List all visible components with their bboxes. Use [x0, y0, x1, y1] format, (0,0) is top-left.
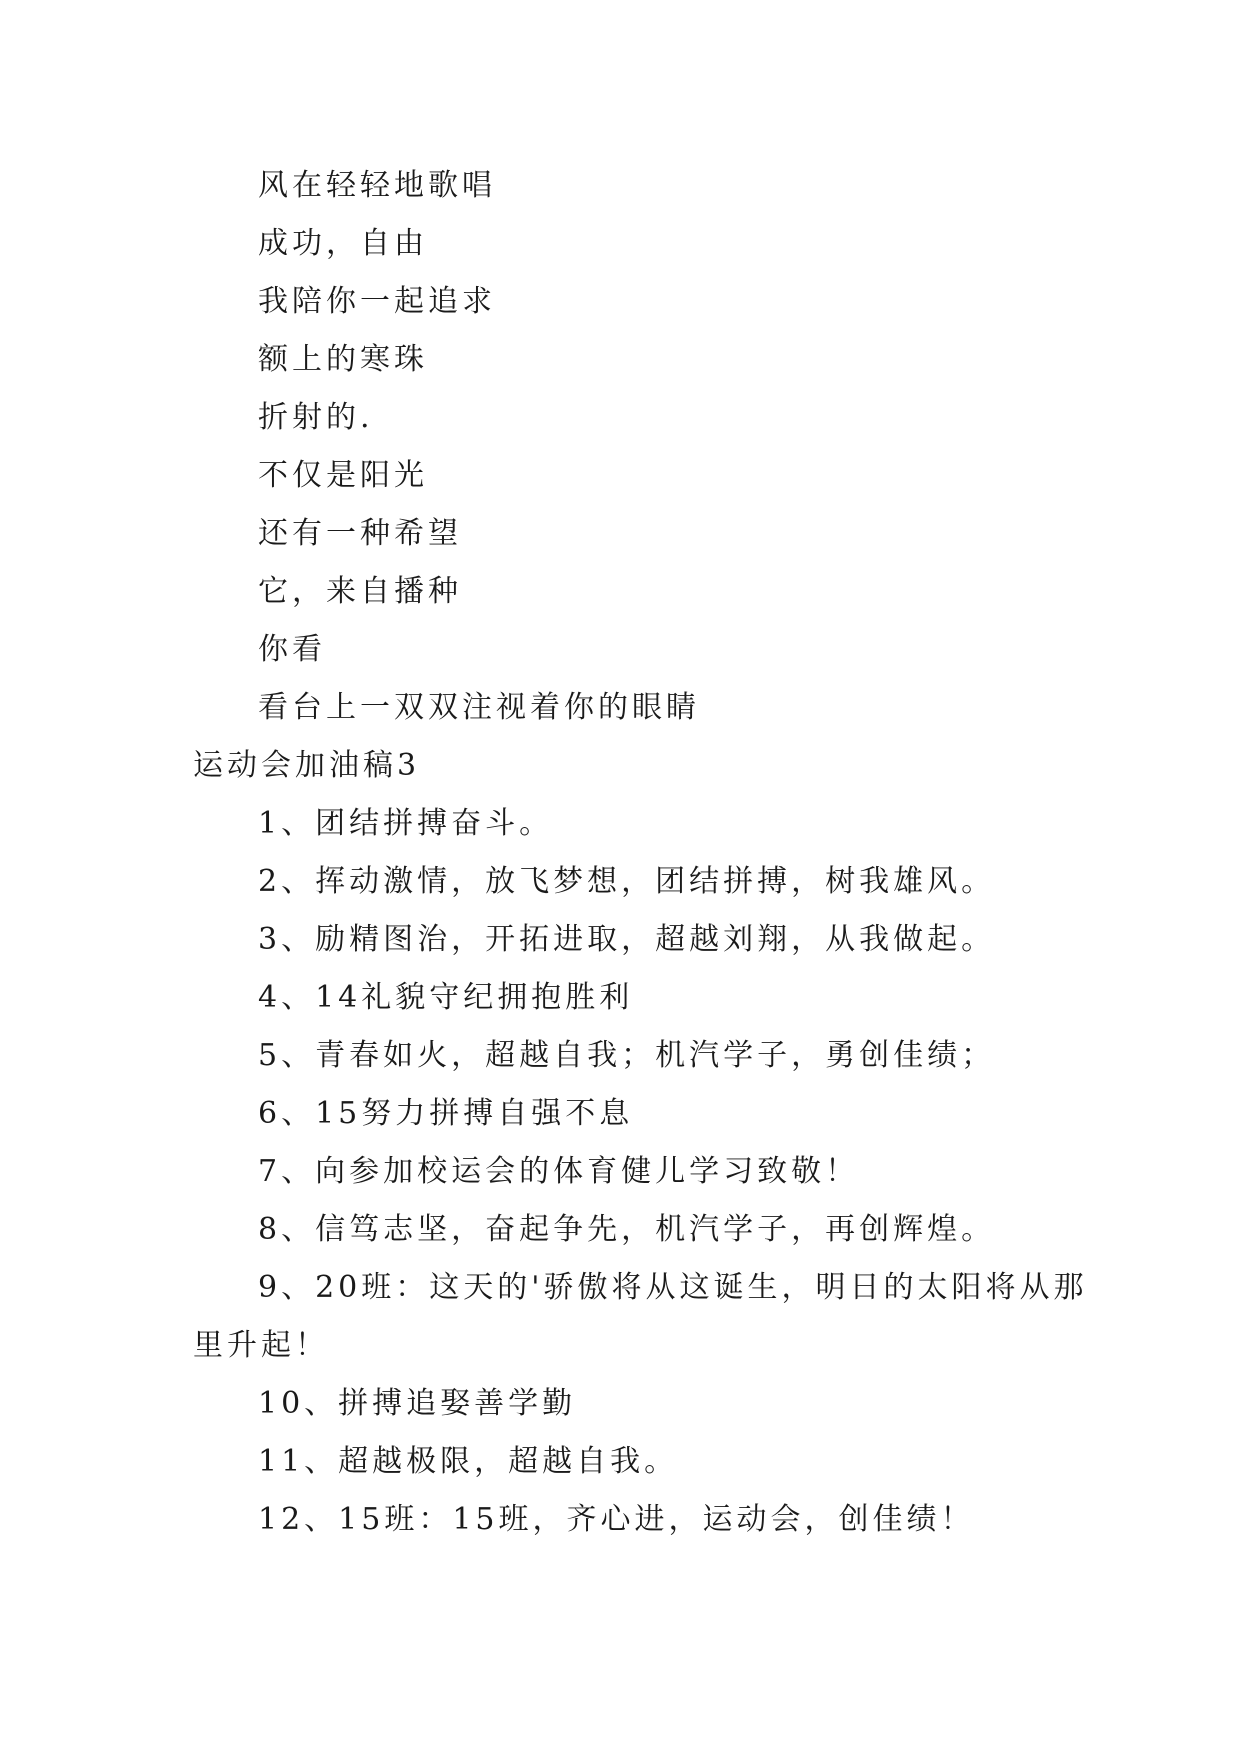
poem-line: 额上的寒珠: [258, 342, 428, 377]
list-item-line-1: 9、20班：这天的'骄傲将从这诞生，明日的太阳将从那: [258, 1270, 1088, 1305]
list-item: 8、信笃志坚，奋起争先，机汽学子，再创辉煌。: [258, 1212, 996, 1247]
poem-line: 还有一种希望: [258, 516, 462, 551]
list-item: 6、15努力拼搏自强不息: [258, 1096, 634, 1131]
list-item: 2、挥动激情，放飞梦想，团结拼搏，树我雄风。: [258, 864, 996, 899]
list-item: 11、超越极限，超越自我。: [258, 1444, 679, 1479]
list-item: 10、拼搏追娶善学勤: [258, 1386, 577, 1421]
poem-line: 它，来自播种: [258, 574, 462, 609]
section-title: 运动会加油稿3: [193, 748, 421, 783]
poem-line: 折射的.: [258, 400, 374, 435]
poem-line: 看台上一双双注视着你的眼睛: [258, 690, 700, 725]
poem-line: 你看: [258, 632, 326, 667]
poem-line: 我陪你一起追求: [258, 284, 496, 319]
list-item: 3、励精图治，开拓进取，超越刘翔，从我做起。: [258, 922, 996, 957]
poem-line: 风在轻轻地歌唱: [258, 168, 496, 203]
list-item: 5、青春如火，超越自我；机汽学子，勇创佳绩；: [258, 1038, 996, 1073]
poem-line: 不仅是阳光: [258, 458, 428, 493]
list-item: 1、团结拼搏奋斗。: [258, 806, 554, 841]
list-item-line-2: 里升起！: [193, 1328, 329, 1363]
list-item: 4、14礼貌守纪拥抱胜利: [258, 980, 634, 1015]
poem-line: 成功，自由: [258, 226, 428, 261]
list-item: 7、向参加校运会的体育健儿学习致敬！: [258, 1154, 860, 1189]
list-item: 12、15班：15班，齐心进，运动会，创佳绩！: [258, 1502, 975, 1537]
